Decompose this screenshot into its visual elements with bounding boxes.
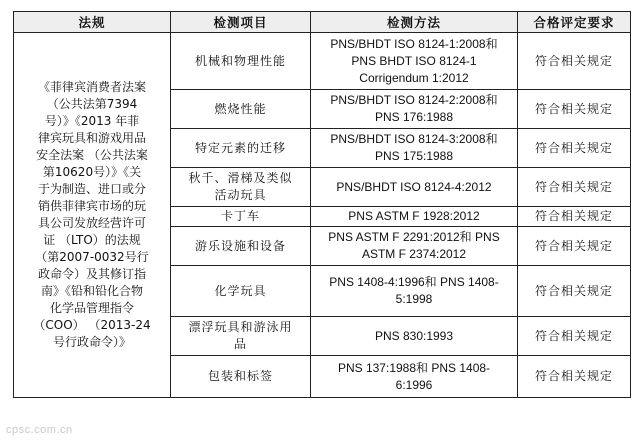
test-item-cell: 卡丁车 xyxy=(171,207,311,227)
test-method-cell: PNS/BHDT ISO 8124-2:2008和 PNS 176:1988 xyxy=(311,90,518,129)
test-item-cell: 秋千、滑梯及类似 活动玩具 xyxy=(171,168,311,207)
regulation-table xyxy=(13,11,631,398)
requirement-cell: 符合相关规定 xyxy=(518,317,631,356)
requirement-cell: 符合相关规定 xyxy=(518,90,631,129)
requirement-cell: 符合相关规定 xyxy=(518,266,631,317)
test-item-cell: 漂浮玩具和游泳用 品 xyxy=(171,317,311,356)
requirement-cell: 符合相关规定 xyxy=(518,33,631,90)
test-method-cell: PNS ASTM F 2291:2012和 PNS ASTM F 2374:2012 xyxy=(311,227,518,266)
header-requirement: 合格评定要求 xyxy=(518,12,631,33)
test-method-cell: PNS ASTM F 1928:2012 xyxy=(311,207,518,227)
test-item-cell: 机械和物理性能 xyxy=(171,33,311,90)
test-item-cell: 特定元素的迁移 xyxy=(171,129,311,168)
test-method-cell: PNS/BHDT ISO 8124-1:2008和 PNS BHDT ISO 8124-1 Corrigendum 1:2012 xyxy=(311,33,518,90)
requirement-cell: 符合相关规定 xyxy=(518,168,631,207)
header-row xyxy=(14,12,631,33)
test-item-cell: 游乐设施和设备 xyxy=(171,227,311,266)
test-item-cell: 包装和标签 xyxy=(171,356,311,398)
regulation-cell: 《菲律宾消费者法案 （公共法第7394 号）》《2013 年菲 律宾玩具和游戏用品 安全法案 （公共法案 第10620号）》《关 于为制造、进口或分 销供菲律宾市场的玩 具公司发放经营许可 证 （LTO）的法规 （第2007-0032号行 政命令）及其修订指 南》《铅和铅化合物 化学品管理指令 （COO） （2013-24 号行政命令）》 xyxy=(14,33,171,398)
test-method-cell: PNS 1408-4:1996和 PNS 1408- 5:1998 xyxy=(311,266,518,317)
test-method-cell: PNS 830:1993 xyxy=(311,317,518,356)
test-method-cell: PNS/BHDT ISO 8124-3:2008和 PNS 175:1988 xyxy=(311,129,518,168)
test-item-cell: 燃烧性能 xyxy=(171,90,311,129)
test-method-cell: PNS/BHDT ISO 8124-4:2012 xyxy=(311,168,518,207)
requirement-cell: 符合相关规定 xyxy=(518,207,631,227)
requirement-cell: 符合相关规定 xyxy=(518,356,631,398)
header-test-method: 检测方法 xyxy=(311,12,518,33)
site-watermark: cpsc.com.cn xyxy=(6,424,73,436)
requirement-cell: 符合相关规定 xyxy=(518,129,631,168)
header-test-item: 检测项目 xyxy=(171,12,311,33)
test-item-cell: 化学玩具 xyxy=(171,266,311,317)
test-method-cell: PNS 137:1988和 PNS 1408- 6:1996 xyxy=(311,356,518,398)
table-row xyxy=(14,33,631,90)
header-regulation: 法规 xyxy=(14,12,171,33)
requirement-cell: 符合相关规定 xyxy=(518,227,631,266)
